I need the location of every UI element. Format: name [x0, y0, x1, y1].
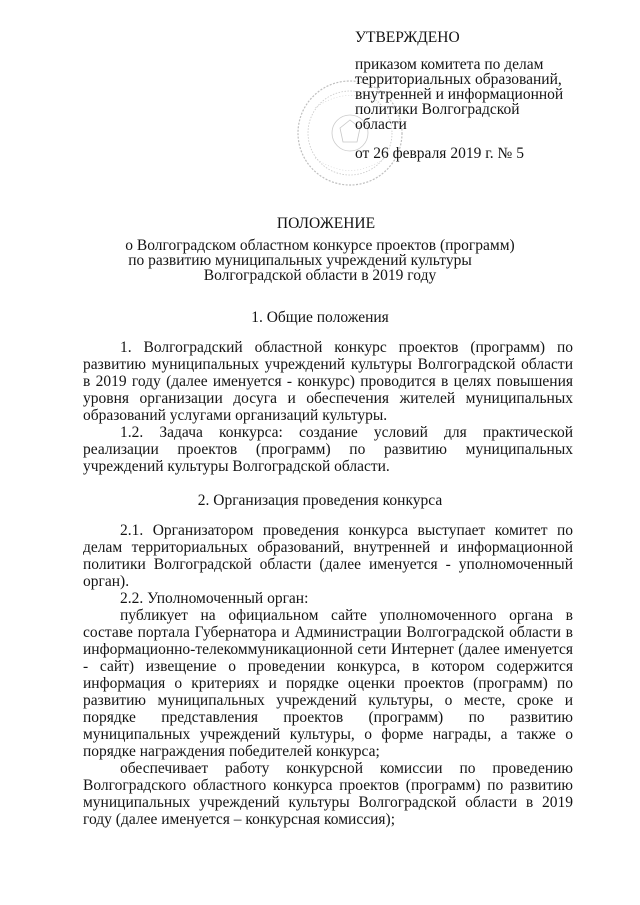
paragraph: 2.2. Уполномоченный орган: — [120, 590, 309, 607]
approval-line: внутренней и информационной — [355, 86, 564, 103]
document-subtitle-line: о Волгоградском областном конкурсе проектов (программ) — [125, 237, 515, 254]
approval-line: территориальных образований, — [355, 71, 562, 88]
section-heading: 1. Общие положения — [251, 309, 389, 326]
approval-block — [355, 30, 585, 161]
paragraph: публикует на официальном сайте уполномоченного органа в составе портала Губернатора и Администрации Волгоградской области в информационно-телекоммуникационной сети Интернет (далее именуется - сайт) извещение о проведении конкурса, в котором содержится информация о критериях и порядке оценки проектов (программ) по развитию муниципальных учреждений культуры, о месте, сроке и порядке представления проектов (программ) по развитию муниципальных учреждений культуры, о форме награды, а также о порядке награждения победителей конкурса; — [83, 607, 573, 760]
paragraph: 1. Волгоградский областной конкурс проектов (программ) по развитию муниципальных учреждений культуры Волгоградской области в 2019 году (далее именуется - конкурс) проводится в целях повышения уровня организации досуга и обеспечения жителей муниципальных образований услугами организаций культуры. — [83, 339, 573, 424]
document-subtitle-line: Волгоградской области в 2019 году — [203, 267, 437, 284]
paragraph: 2.1. Организатором проведения конкурса выступает комитет по делам территориальных образований, внутренней и информационной политики Волгоградской области (далее именуется - уполномоченный орган). — [83, 522, 573, 590]
section-body — [83, 339, 573, 475]
document-title: ПОЛОЖЕНИЕ — [276, 215, 376, 232]
approval-line: политики Волгоградской — [355, 101, 520, 118]
paragraph: 1.2. Задача конкурса: создание условий для практической реализации проектов (программ) по развитию муниципальных учреждений культуры Волгоградской области. — [83, 424, 573, 475]
document-title-block — [0, 216, 640, 283]
approval-line: приказом комитета по делам — [355, 56, 544, 73]
document-subtitle-line: по развитию муниципальных учреждений культуры — [128, 252, 472, 269]
approval-heading: УТВЕРЖДЕНО — [355, 29, 460, 46]
section-body — [83, 522, 573, 828]
paragraph: обеспечивает работу конкурсной комиссии по проведению Волгоградского областного конкурса проектов (программ) по развитию муниципальных учреждений культуры Волгоградской области в 2019 году (далее именуется – конкурсная комиссия); — [83, 760, 573, 828]
approval-date: от 26 февраля 2019 г. № 5 — [355, 145, 524, 162]
section-heading: 2. Организация проведения конкурса — [197, 492, 443, 509]
approval-line: области — [355, 116, 407, 133]
